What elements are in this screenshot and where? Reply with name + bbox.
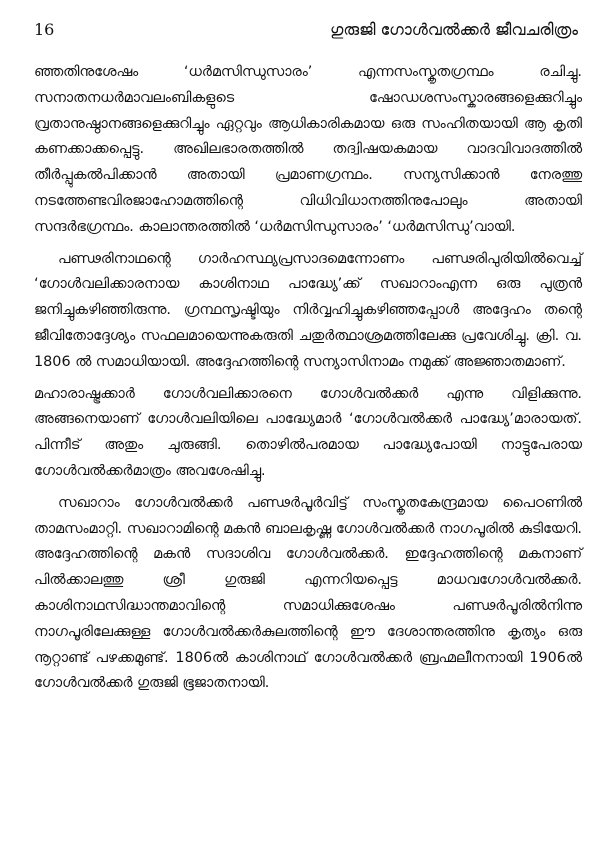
page-number: 16 (34, 20, 55, 39)
running-title: ഗുരുജി ഗോൾവൽക്കർ ജീവചരിത്രം (330, 20, 578, 39)
paragraph-2: പണ്ഢരിനാഥന്റെ ഗാർഹസ്ഥ്യപ്രസാദമെന്നോണം പണ്ഢരിപുരിയിൽവെച്ച് ‘ഗോൾവലിക്കാരനായ കാശിനാഥ പാദ്ധ്യേ’ക്ക് സഖാറാംഎന്ന ഒരു പുത്രൻ ജനിച്ചുകഴിഞ്ഞിരുന്നു. ഗ്രന്ഥസൃഷ്ടിയും നിർവ്വഹിച്ചുകഴിഞ്ഞപ്പോൾ അദ്ദേഹം തന്റെ ജീവിതോദ്ദേശ്യം സഫലമായെന്നുകരുതി ചതുർത്ഥാശ്രമത്തിലേക്കു പ്രവേശിച്ചു. ക്രി. വ. 1806 ൽ സമാധിയായി. അദ്ദേഹത്തിന്റെ സന്യാസിനാമം നമുക്ക് അജ്ഞാതമാണ്. (34, 250, 582, 370)
page-header (34, 20, 582, 52)
paragraph-4: സഖാറാം ഗോൾവൽക്കർ പണ്ഢർപൂർവിട്ട് സംസ്കൃതകേന്ദ്രമായ പൈഠണിൽ താമസംമാറ്റി. സഖാറാമിന്റെ മകൻ ബാലകൃഷ്ണ ഗോൾവൽക്കർ നാഗപൂരിൽ കുടിയേറി. അദ്ദേഹത്തിന്റെ മകൻ സദാശിവ ഗോൾവൽക്കർ. ഇദ്ദേഹത്തിന്റെ മകനാണ് പിൽക്കാലത്തു ശ്രീ ഗുരുജി എന്നറിയപ്പെട്ട മാധവഗോൾവൽക്കർ. കാശിനാഥസിദ്ധാന്തമാവിന്റെ സമാധിക്കുശേഷം പണ്ഢർപൂരിൽനിന്നു നാഗപൂരിലേക്കുള്ള ഗോൾവൽക്കർകുലത്തിന്റെ ഈ ദേശാന്തരത്തിനു കൃത്യം ഒരു നൂറ്റാണ്ട് പഴക്കമുണ്ട്. 1806ൽ കാശിനാഥ് ഗോൾവൽക്കർ ബ്രഹ്മലീനനായി 1906ൽ ഗോൾവൽക്കർ ഗുരുജി ഭൂജാതനായി. (34, 494, 582, 692)
paragraph-3: മഹാരാഷ്ട്രക്കാർ ഗോൾവലിക്കാരനെ ഗോൾവൽക്കർ എന്നു വിളിക്കുന്നു. അങ്ങനെയാണ് ഗോൾവലിയിലെ പാദ്ധ്യേമാർ ‘ഗോൾവൽക്കർ പാദ്ധ്യേ’മാരായത്. പിന്നീട് അതും ചുരുങ്ങി. തൊഴിൽപരമായ പാദ്ധ്യേപോയി നാട്ടുപേരായ ഗോൾവൽക്കർമാത്രം അവശേഷിച്ചു. (34, 385, 582, 479)
paragraph-1: ഞ്ഞതിനുശേഷം ‘ധർമസിന്ധുസാരം’ എന്നസംസ്കൃതഗ്രന്ഥം രചിച്ചു. സനാതനധർമാവലംബികളുടെ ഷോഡശസംസ്കാരങ്ങളെക്കുറിച്ചും വ്രതാനുഷ്ഠാനങ്ങളെക്കുറിച്ചും ഏറ്റവും ആധികാരികമായ ഒരു സംഹിതയായി ആ കൃതി കണക്കാക്കപ്പെട്ടു. അഖിലഭാരതത്തിൽ തദ്വിഷയകമായ വാദവിവാദത്തിൽ തീർപ്പുകൽപിക്കാൻ അതായി പ്രമാണഗ്രന്ഥം. സന്യസിക്കാൻ നേരത്തു നടത്തേണ്ടവിരജാഹോമത്തിന്റെ വിധിവിധാനത്തിനുപോലും അതായി സന്ദർഭഗ്രന്ഥം. കാലാന്തരത്തിൽ ‘ധർമസിന്ധുസാരം’ ‘ധർമസിന്ധു’വായി. (34, 64, 582, 235)
body-text (34, 60, 582, 697)
